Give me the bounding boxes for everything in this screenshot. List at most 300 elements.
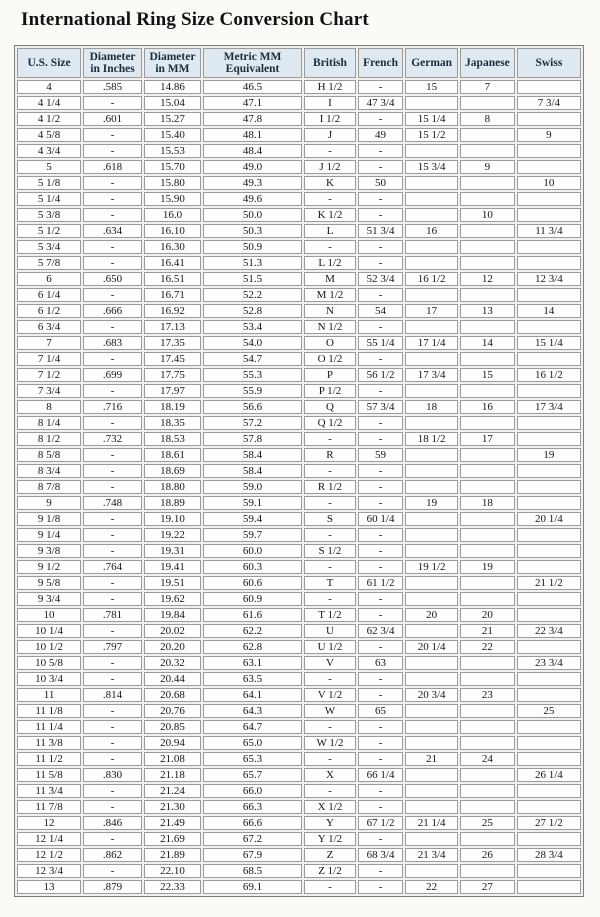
table-row xyxy=(17,496,581,510)
table-row xyxy=(17,528,581,542)
cell-diameter-inches: - xyxy=(83,784,142,798)
table-row xyxy=(17,224,581,238)
cell-british: Q xyxy=(304,400,356,414)
cell-german: 16 xyxy=(405,224,458,238)
table-row xyxy=(17,624,581,638)
cell-japanese xyxy=(460,416,515,430)
cell-diameter-inches: - xyxy=(83,208,142,222)
cell-us-size: 11 1/4 xyxy=(17,720,81,734)
cell-diameter-mm: 19.62 xyxy=(144,592,201,606)
cell-diameter-mm: 15.04 xyxy=(144,96,201,110)
table-row xyxy=(17,128,581,142)
cell-metric-mm-equivalent: 51.3 xyxy=(203,256,302,270)
cell-german xyxy=(405,768,458,782)
cell-japanese: 12 xyxy=(460,272,515,286)
table-row xyxy=(17,800,581,814)
cell-german xyxy=(405,320,458,334)
cell-diameter-inches: - xyxy=(83,464,142,478)
cell-diameter-mm: 21.49 xyxy=(144,816,201,830)
table-row xyxy=(17,400,581,414)
cell-german: 17 1/4 xyxy=(405,336,458,350)
cell-diameter-inches: - xyxy=(83,256,142,270)
cell-french: - xyxy=(358,288,403,302)
cell-british: X 1/2 xyxy=(304,800,356,814)
cell-us-size: 6 1/2 xyxy=(17,304,81,318)
cell-german xyxy=(405,624,458,638)
table-row xyxy=(17,464,581,478)
cell-diameter-inches: - xyxy=(83,864,142,878)
cell-swiss xyxy=(517,544,581,558)
table-row xyxy=(17,752,581,766)
cell-french: - xyxy=(358,144,403,158)
cell-french: - xyxy=(358,208,403,222)
cell-swiss: 27 1/2 xyxy=(517,816,581,830)
cell-japanese xyxy=(460,464,515,478)
cell-diameter-mm: 18.80 xyxy=(144,480,201,494)
cell-metric-mm-equivalent: 57.8 xyxy=(203,432,302,446)
cell-japanese xyxy=(460,720,515,734)
cell-us-size: 8 7/8 xyxy=(17,480,81,494)
cell-french: 62 3/4 xyxy=(358,624,403,638)
cell-german: 17 xyxy=(405,304,458,318)
table-row xyxy=(17,304,581,318)
cell-us-size: 10 1/2 xyxy=(17,640,81,654)
cell-us-size: 5 1/2 xyxy=(17,224,81,238)
cell-diameter-mm: 20.68 xyxy=(144,688,201,702)
cell-german xyxy=(405,208,458,222)
cell-swiss xyxy=(517,480,581,494)
cell-diameter-inches: - xyxy=(83,592,142,606)
cell-french: 55 1/4 xyxy=(358,336,403,350)
cell-british: N xyxy=(304,304,356,318)
cell-swiss xyxy=(517,784,581,798)
cell-diameter-mm: 18.61 xyxy=(144,448,201,462)
cell-diameter-mm: 15.53 xyxy=(144,144,201,158)
cell-british: - xyxy=(304,528,356,542)
cell-diameter-inches: .650 xyxy=(83,272,142,286)
cell-japanese xyxy=(460,512,515,526)
cell-british: Q 1/2 xyxy=(304,416,356,430)
cell-swiss xyxy=(517,608,581,622)
cell-swiss xyxy=(517,320,581,334)
table-row xyxy=(17,448,581,462)
cell-german xyxy=(405,240,458,254)
cell-french: 52 3/4 xyxy=(358,272,403,286)
cell-japanese xyxy=(460,864,515,878)
cell-british: O xyxy=(304,336,356,350)
cell-swiss xyxy=(517,160,581,174)
cell-diameter-mm: 21.24 xyxy=(144,784,201,798)
cell-diameter-mm: 20.02 xyxy=(144,624,201,638)
table-row xyxy=(17,336,581,350)
cell-diameter-inches: - xyxy=(83,448,142,462)
cell-diameter-inches: - xyxy=(83,544,142,558)
cell-japanese: 26 xyxy=(460,848,515,862)
cell-metric-mm-equivalent: 58.4 xyxy=(203,464,302,478)
cell-metric-mm-equivalent: 54.7 xyxy=(203,352,302,366)
cell-swiss: 11 3/4 xyxy=(517,224,581,238)
cell-german: 16 1/2 xyxy=(405,272,458,286)
cell-german xyxy=(405,528,458,542)
table-row xyxy=(17,112,581,126)
cell-british: R xyxy=(304,448,356,462)
cell-diameter-inches: - xyxy=(83,96,142,110)
cell-diameter-inches: .618 xyxy=(83,160,142,174)
cell-us-size: 10 3/4 xyxy=(17,672,81,686)
cell-swiss: 20 1/4 xyxy=(517,512,581,526)
cell-japanese xyxy=(460,352,515,366)
cell-metric-mm-equivalent: 67.2 xyxy=(203,832,302,846)
cell-diameter-mm: 20.32 xyxy=(144,656,201,670)
cell-japanese: 27 xyxy=(460,880,515,894)
cell-british: P 1/2 xyxy=(304,384,356,398)
cell-diameter-mm: 15.27 xyxy=(144,112,201,126)
cell-us-size: 5 3/8 xyxy=(17,208,81,222)
cell-japanese: 24 xyxy=(460,752,515,766)
cell-british: Y xyxy=(304,816,356,830)
cell-swiss xyxy=(517,352,581,366)
cell-japanese: 7 xyxy=(460,80,515,94)
cell-diameter-mm: 16.92 xyxy=(144,304,201,318)
cell-us-size: 12 3/4 xyxy=(17,864,81,878)
cell-metric-mm-equivalent: 69.1 xyxy=(203,880,302,894)
table-row xyxy=(17,576,581,590)
cell-german: 15 xyxy=(405,80,458,94)
cell-us-size: 5 3/4 xyxy=(17,240,81,254)
cell-british: V xyxy=(304,656,356,670)
table-row xyxy=(17,240,581,254)
cell-swiss: 21 1/2 xyxy=(517,576,581,590)
table-row xyxy=(17,640,581,654)
cell-swiss: 16 1/2 xyxy=(517,368,581,382)
cell-us-size: 5 1/8 xyxy=(17,176,81,190)
cell-diameter-inches: - xyxy=(83,528,142,542)
cell-french: - xyxy=(358,320,403,334)
cell-diameter-mm: 18.69 xyxy=(144,464,201,478)
cell-japanese xyxy=(460,384,515,398)
cell-us-size: 10 xyxy=(17,608,81,622)
cell-us-size: 6 1/4 xyxy=(17,288,81,302)
cell-swiss xyxy=(517,560,581,574)
cell-british: K xyxy=(304,176,356,190)
cell-german xyxy=(405,256,458,270)
cell-french: 66 1/4 xyxy=(358,768,403,782)
cell-swiss: 12 3/4 xyxy=(517,272,581,286)
cell-metric-mm-equivalent: 65.0 xyxy=(203,736,302,750)
cell-japanese xyxy=(460,672,515,686)
cell-french: 59 xyxy=(358,448,403,462)
cell-diameter-inches: - xyxy=(83,240,142,254)
cell-swiss: 15 1/4 xyxy=(517,336,581,350)
column-header-diameter-mm: Diameter in MM xyxy=(144,48,201,78)
table-row xyxy=(17,880,581,894)
cell-french: - xyxy=(358,752,403,766)
cell-japanese xyxy=(460,96,515,110)
cell-german: 20 xyxy=(405,608,458,622)
cell-metric-mm-equivalent: 54.0 xyxy=(203,336,302,350)
page-title: International Ring Size Conversion Chart xyxy=(21,9,369,30)
cell-swiss xyxy=(517,112,581,126)
column-header-swiss: Swiss xyxy=(517,48,581,78)
cell-german xyxy=(405,704,458,718)
cell-german xyxy=(405,176,458,190)
table-row xyxy=(17,816,581,830)
cell-japanese xyxy=(460,800,515,814)
table-row xyxy=(17,176,581,190)
cell-diameter-mm: 18.19 xyxy=(144,400,201,414)
cell-french: - xyxy=(358,736,403,750)
cell-diameter-mm: 19.10 xyxy=(144,512,201,526)
cell-british: - xyxy=(304,752,356,766)
cell-diameter-mm: 17.75 xyxy=(144,368,201,382)
cell-diameter-mm: 16.41 xyxy=(144,256,201,270)
cell-metric-mm-equivalent: 55.3 xyxy=(203,368,302,382)
cell-french: 68 3/4 xyxy=(358,848,403,862)
cell-japanese: 20 xyxy=(460,608,515,622)
cell-french: - xyxy=(358,864,403,878)
cell-diameter-inches: - xyxy=(83,128,142,142)
cell-us-size: 9 1/4 xyxy=(17,528,81,542)
table-row xyxy=(17,544,581,558)
cell-japanese: 15 xyxy=(460,368,515,382)
cell-diameter-inches: .683 xyxy=(83,336,142,350)
cell-diameter-mm: 15.70 xyxy=(144,160,201,174)
table-row xyxy=(17,480,581,494)
cell-japanese: 10 xyxy=(460,208,515,222)
table-row xyxy=(17,560,581,574)
cell-metric-mm-equivalent: 68.5 xyxy=(203,864,302,878)
cell-metric-mm-equivalent: 49.6 xyxy=(203,192,302,206)
table-row xyxy=(17,80,581,94)
cell-japanese xyxy=(460,544,515,558)
cell-french: - xyxy=(358,240,403,254)
cell-french: 60 1/4 xyxy=(358,512,403,526)
cell-us-size: 6 xyxy=(17,272,81,286)
cell-metric-mm-equivalent: 62.2 xyxy=(203,624,302,638)
cell-japanese xyxy=(460,320,515,334)
cell-german xyxy=(405,592,458,606)
cell-french: - xyxy=(358,192,403,206)
cell-us-size: 5 7/8 xyxy=(17,256,81,270)
ring-size-conversion-table xyxy=(14,45,584,897)
cell-diameter-mm: 17.97 xyxy=(144,384,201,398)
cell-metric-mm-equivalent: 46.5 xyxy=(203,80,302,94)
table-row xyxy=(17,832,581,846)
cell-japanese xyxy=(460,832,515,846)
column-header-metric-mm-equivalent: Metric MM Equivalent xyxy=(203,48,302,78)
cell-metric-mm-equivalent: 59.0 xyxy=(203,480,302,494)
cell-swiss xyxy=(517,192,581,206)
column-header-french: French xyxy=(358,48,403,78)
cell-japanese: 17 xyxy=(460,432,515,446)
cell-british: - xyxy=(304,784,356,798)
cell-metric-mm-equivalent: 64.7 xyxy=(203,720,302,734)
cell-diameter-mm: 15.80 xyxy=(144,176,201,190)
cell-japanese xyxy=(460,784,515,798)
cell-british: L 1/2 xyxy=(304,256,356,270)
cell-diameter-inches: .666 xyxy=(83,304,142,318)
cell-german: 21 xyxy=(405,752,458,766)
cell-us-size: 11 1/8 xyxy=(17,704,81,718)
cell-german xyxy=(405,544,458,558)
cell-british: - xyxy=(304,496,356,510)
cell-metric-mm-equivalent: 67.9 xyxy=(203,848,302,862)
cell-swiss: 10 xyxy=(517,176,581,190)
table-row xyxy=(17,384,581,398)
cell-british: - xyxy=(304,432,356,446)
cell-diameter-mm: 22.33 xyxy=(144,880,201,894)
table-row xyxy=(17,272,581,286)
cell-diameter-inches: - xyxy=(83,672,142,686)
table-row xyxy=(17,320,581,334)
cell-us-size: 4 1/4 xyxy=(17,96,81,110)
cell-metric-mm-equivalent: 65.3 xyxy=(203,752,302,766)
cell-swiss xyxy=(517,864,581,878)
cell-swiss xyxy=(517,736,581,750)
cell-french: - xyxy=(358,832,403,846)
cell-diameter-mm: 21.30 xyxy=(144,800,201,814)
cell-japanese xyxy=(460,240,515,254)
cell-metric-mm-equivalent: 60.0 xyxy=(203,544,302,558)
cell-metric-mm-equivalent: 55.9 xyxy=(203,384,302,398)
cell-japanese: 9 xyxy=(460,160,515,174)
cell-metric-mm-equivalent: 49.3 xyxy=(203,176,302,190)
cell-french: - xyxy=(358,608,403,622)
cell-us-size: 12 1/4 xyxy=(17,832,81,846)
cell-french: - xyxy=(358,800,403,814)
cell-us-size: 11 xyxy=(17,688,81,702)
cell-diameter-inches: .814 xyxy=(83,688,142,702)
cell-metric-mm-equivalent: 51.5 xyxy=(203,272,302,286)
cell-us-size: 9 5/8 xyxy=(17,576,81,590)
cell-german: 22 xyxy=(405,880,458,894)
cell-german: 18 xyxy=(405,400,458,414)
cell-french: 61 1/2 xyxy=(358,576,403,590)
cell-diameter-inches: .764 xyxy=(83,560,142,574)
cell-metric-mm-equivalent: 50.9 xyxy=(203,240,302,254)
cell-japanese xyxy=(460,144,515,158)
cell-diameter-mm: 16.30 xyxy=(144,240,201,254)
cell-swiss: 14 xyxy=(517,304,581,318)
cell-diameter-inches: - xyxy=(83,480,142,494)
cell-british: T 1/2 xyxy=(304,608,356,622)
cell-german xyxy=(405,96,458,110)
cell-diameter-inches: .879 xyxy=(83,880,142,894)
cell-german: 19 xyxy=(405,496,458,510)
table-row xyxy=(17,848,581,862)
cell-us-size: 8 5/8 xyxy=(17,448,81,462)
cell-british: M xyxy=(304,272,356,286)
cell-us-size: 11 1/2 xyxy=(17,752,81,766)
cell-diameter-inches: - xyxy=(83,752,142,766)
cell-diameter-mm: 21.08 xyxy=(144,752,201,766)
cell-japanese: 8 xyxy=(460,112,515,126)
cell-diameter-inches: .585 xyxy=(83,80,142,94)
cell-british: R 1/2 xyxy=(304,480,356,494)
cell-diameter-mm: 19.31 xyxy=(144,544,201,558)
cell-us-size: 9 xyxy=(17,496,81,510)
cell-japanese xyxy=(460,480,515,494)
cell-diameter-inches: - xyxy=(83,352,142,366)
cell-us-size: 6 3/4 xyxy=(17,320,81,334)
cell-diameter-inches: - xyxy=(83,192,142,206)
cell-german: 19 1/2 xyxy=(405,560,458,574)
cell-diameter-mm: 20.94 xyxy=(144,736,201,750)
cell-british: W 1/2 xyxy=(304,736,356,750)
cell-french: 65 xyxy=(358,704,403,718)
cell-french: 51 3/4 xyxy=(358,224,403,238)
table-row xyxy=(17,208,581,222)
cell-diameter-inches: - xyxy=(83,704,142,718)
cell-swiss xyxy=(517,640,581,654)
cell-japanese: 22 xyxy=(460,640,515,654)
cell-french: - xyxy=(358,112,403,126)
cell-diameter-inches: - xyxy=(83,656,142,670)
cell-swiss xyxy=(517,880,581,894)
cell-diameter-mm: 18.35 xyxy=(144,416,201,430)
cell-us-size: 7 1/4 xyxy=(17,352,81,366)
cell-french: - xyxy=(358,160,403,174)
cell-diameter-mm: 18.89 xyxy=(144,496,201,510)
cell-us-size: 8 3/4 xyxy=(17,464,81,478)
cell-us-size: 7 xyxy=(17,336,81,350)
cell-diameter-mm: 20.20 xyxy=(144,640,201,654)
cell-british: - xyxy=(304,720,356,734)
cell-swiss xyxy=(517,688,581,702)
cell-british: U 1/2 xyxy=(304,640,356,654)
cell-swiss xyxy=(517,384,581,398)
cell-metric-mm-equivalent: 62.8 xyxy=(203,640,302,654)
cell-us-size: 4 3/4 xyxy=(17,144,81,158)
cell-us-size: 11 7/8 xyxy=(17,800,81,814)
cell-diameter-inches: .699 xyxy=(83,368,142,382)
cell-french: - xyxy=(358,640,403,654)
cell-french: - xyxy=(358,528,403,542)
cell-british: U xyxy=(304,624,356,638)
cell-us-size: 12 xyxy=(17,816,81,830)
cell-japanese xyxy=(460,288,515,302)
cell-french: - xyxy=(358,80,403,94)
cell-diameter-mm: 16.71 xyxy=(144,288,201,302)
cell-french: - xyxy=(358,672,403,686)
cell-german: 20 1/4 xyxy=(405,640,458,654)
cell-german: 20 3/4 xyxy=(405,688,458,702)
cell-japanese xyxy=(460,176,515,190)
cell-german xyxy=(405,288,458,302)
cell-metric-mm-equivalent: 59.4 xyxy=(203,512,302,526)
table-row xyxy=(17,288,581,302)
cell-french: 47 3/4 xyxy=(358,96,403,110)
cell-metric-mm-equivalent: 66.0 xyxy=(203,784,302,798)
cell-french: - xyxy=(358,720,403,734)
cell-swiss xyxy=(517,672,581,686)
cell-swiss xyxy=(517,240,581,254)
cell-french: - xyxy=(358,352,403,366)
cell-german xyxy=(405,448,458,462)
cell-german: 21 1/4 xyxy=(405,816,458,830)
cell-british: L xyxy=(304,224,356,238)
cell-diameter-inches: .748 xyxy=(83,496,142,510)
cell-metric-mm-equivalent: 66.6 xyxy=(203,816,302,830)
cell-german: 21 3/4 xyxy=(405,848,458,862)
column-header-german: German xyxy=(405,48,458,78)
cell-french: 56 1/2 xyxy=(358,368,403,382)
cell-swiss: 22 3/4 xyxy=(517,624,581,638)
cell-french: - xyxy=(358,688,403,702)
cell-metric-mm-equivalent: 60.3 xyxy=(203,560,302,574)
cell-british: - xyxy=(304,144,356,158)
cell-diameter-mm: 19.84 xyxy=(144,608,201,622)
